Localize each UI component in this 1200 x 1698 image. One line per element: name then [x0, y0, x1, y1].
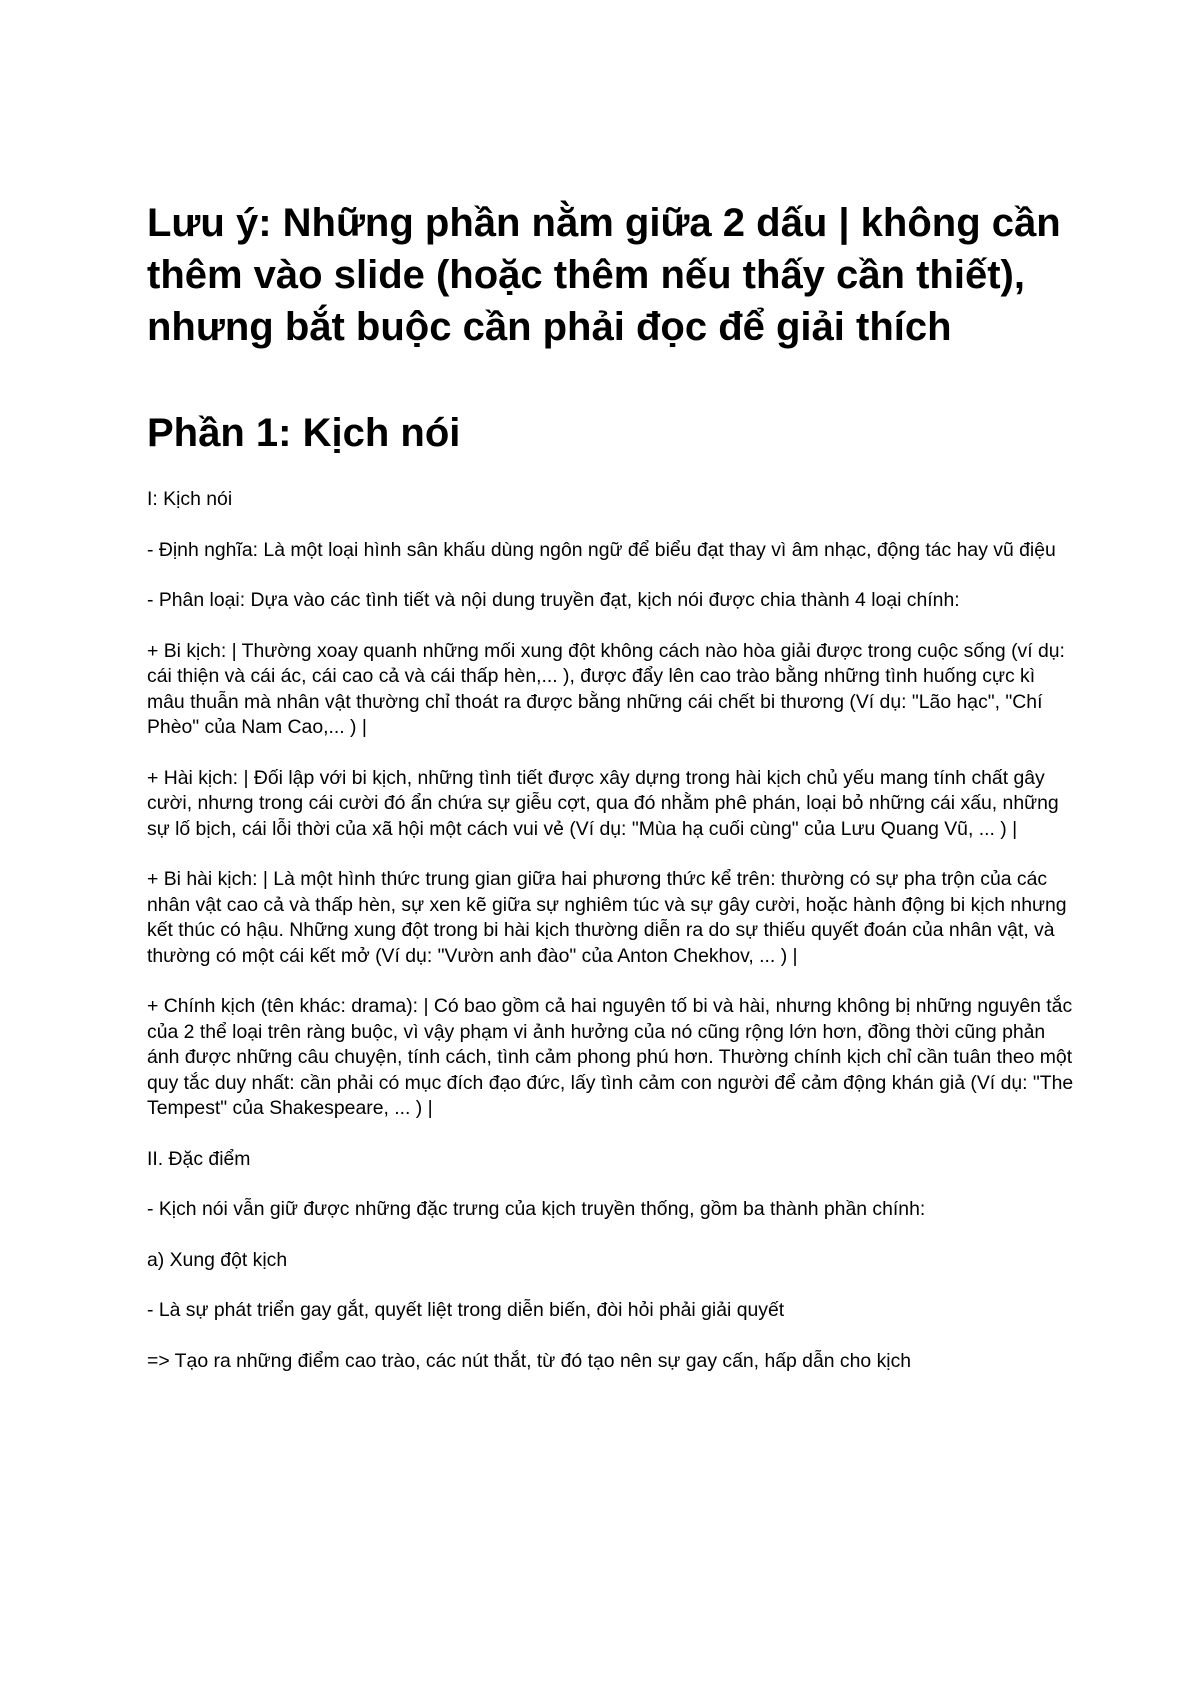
paragraph-heading-dac-diem: II. Đặc điểm — [147, 1147, 251, 1170]
paragraph-hai-kich: + Hài kịch: | Đối lập với bi kịch, những tình tiết được xây dựng trong hài kịch chủ yếu mang tính chất gây cười, nhưng trong cái cười đó ẩn chứa sự giễu cợt, qua đó nhằm phê phán, loại bỏ những cái xấu, những sự lố bịch, cái lỗi thời của xã hội một cách vui vẻ (Ví dụ: "Mùa hạ cuối cùng" của Lưu Quang Vũ, ... ) | — [147, 766, 1059, 840]
note-title: Lưu ý: Những phần nằm giữa 2 dấu | không cần thêm vào slide (hoặc thêm nếu thấy cần thiết), nhưng bắt buộc cần phải đọc để giải thích — [147, 201, 1061, 349]
paragraph-definition: - Định nghĩa: Là một loại hình sân khấu dùng ngôn ngữ để biểu đạt thay vì âm nhạc, động tác hay vũ điệu — [147, 538, 1056, 561]
paragraph-bi-kich: + Bi kịch: | Thường xoay quanh những mối xung đột không cách nào hòa giải được trong cuộc sống (ví dụ: cái thiện và cái ác, cái cao cả và cái thấp hèn,... ), được đẩy lên cao trào bằng những tình huống cực kì mâu thuẫn mà nhân vật thường chỉ thoát ra được bằng những cái chết bi thương (Ví dụ: "Lão hạc", "Chí Phèo" của Nam Cao,... ) | — [147, 639, 1065, 738]
paragraph-heading-kich-noi: I: Kịch nói — [147, 488, 233, 510]
paragraph-heading-xung-dot: a) Xung đột kịch — [147, 1248, 288, 1271]
paragraph-bi-hai-kich: + Bi hài kịch: | Là một hình thức trung gian giữa hai phương thức kể trên: thường có sự pha trộn của các nhân vật cao cả và thấp hèn, sự xen kẽ giữa sự nghiêm túc và sự gây cười, hoặc hành động bi kịch nhưng kết thúc có hậu. Những xung đột trong bi hài kịch thường diễn ra do sự thiếu quyết đoán của nhân vật, và thường có một cái kết mở (Ví dụ: "Vườn anh đào" của Anton Chekhov, ... ) | — [147, 868, 1067, 967]
paragraph-features-intro: - Kịch nói vẫn giữ được những đặc trưng của kịch truyền thống, gồm ba thành phần chính: — [147, 1198, 926, 1220]
paragraph-xung-dot-definition: - Là sự phát triển gay gắt, quyết liệt trong diễn biến, đòi hỏi phải giải quyết — [147, 1299, 785, 1321]
document-page — [147, 197, 1077, 1374]
paragraph-chinh-kich: + Chính kịch (tên khác: drama): | Có bao gồm cả hai nguyên tố bi và hài, nhưng không bị những nguyên tắc của 2 thể loại trên ràng buộc, vì vậy phạm vi ảnh hưởng của nó cũng rộng lớn hơn, đồng thời cũng phản ánh được những câu chuyện, tính cách, tình cảm phong phú hơn. Thường chính kịch chỉ cần tuân theo một quy tắc duy nhất: cần phải có mục đích đạo đức, lấy tình cảm con người để cảm động khán giả (Ví dụ: "The Tempest" của Shakespeare, ... ) | — [147, 995, 1074, 1119]
paragraph-xung-dot-result: => Tạo ra những điểm cao trào, các nút thắt, từ đó tạo nên sự gay cấn, hấp dẫn cho kịch — [147, 1349, 912, 1372]
paragraph-classification: - Phân loại: Dựa vào các tình tiết và nội dung truyền đạt, kịch nói được chia thành 4 loại chính: — [147, 589, 960, 611]
section-title: Phần 1: Kịch nói — [147, 411, 461, 455]
